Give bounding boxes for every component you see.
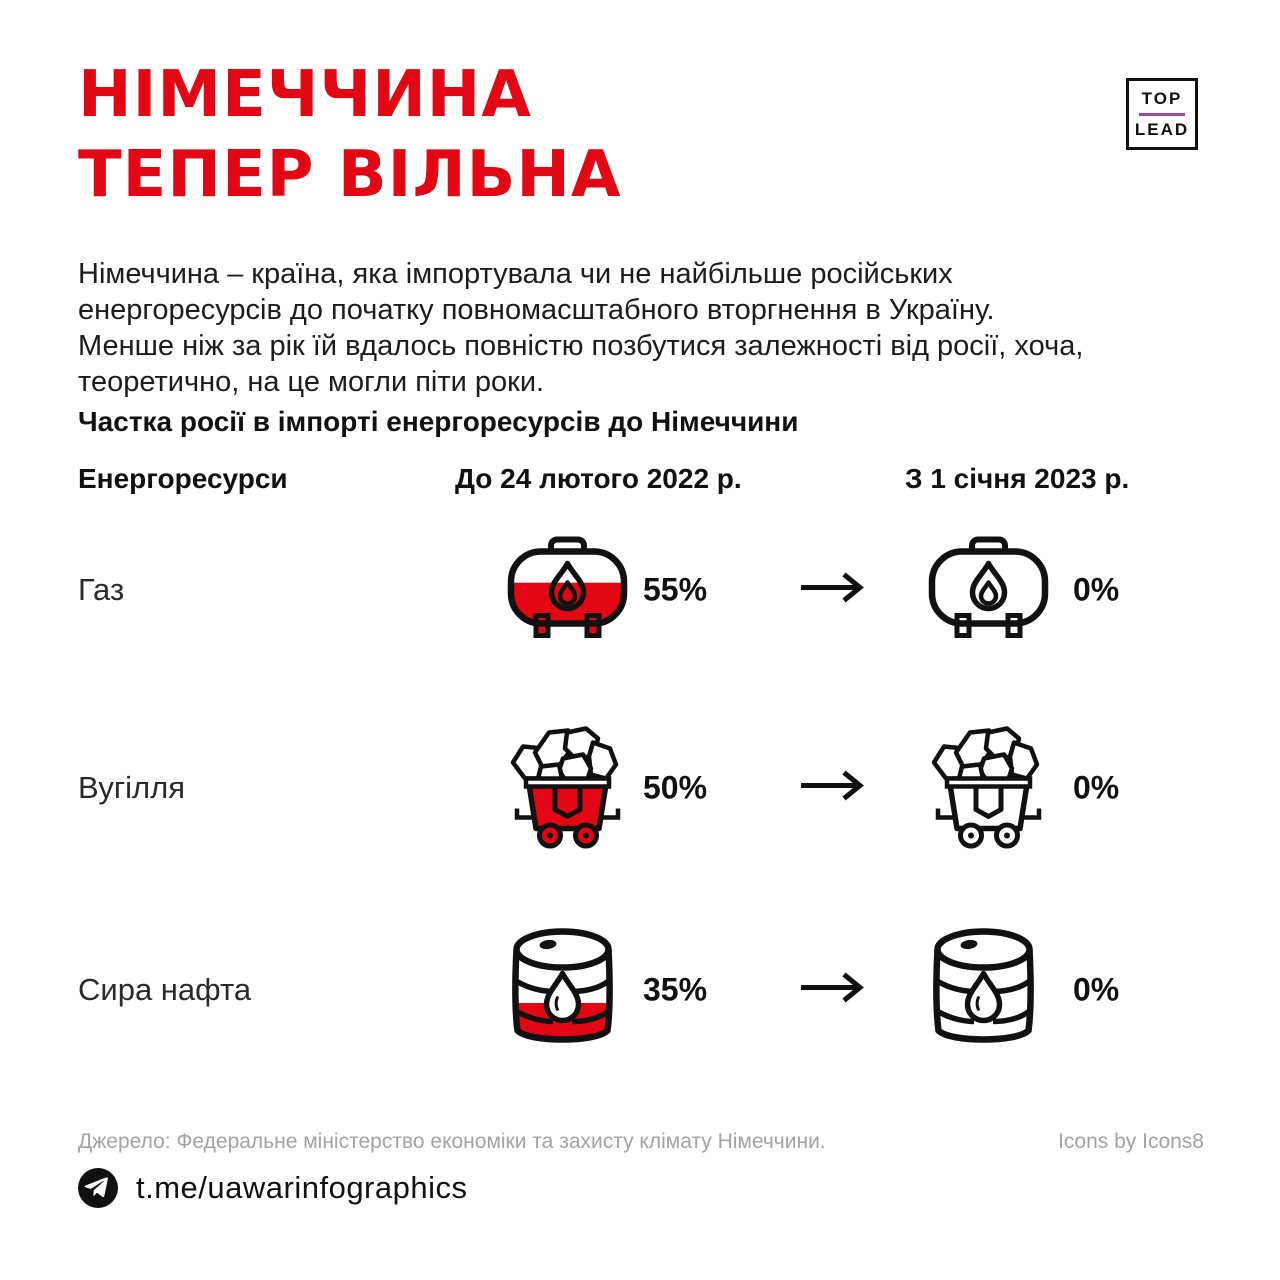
arrow-icon <box>800 573 866 608</box>
icons-credit: Icons by Icons8 <box>1058 1130 1204 1153</box>
page-title <box>78 55 621 215</box>
telegram-link[interactable]: t.me/uawarinfographics <box>136 1170 468 1205</box>
source-text: Джерело: Федеральне міністерство економіки та захисту клімату Німеччини. <box>78 1130 826 1153</box>
coal-cart-icon-after <box>926 721 1051 856</box>
percent-after-gas: 0% <box>1073 571 1120 608</box>
table-row-gas <box>78 528 1208 652</box>
toplead-logo <box>1126 78 1198 150</box>
toplead-logo-divider <box>1139 113 1185 116</box>
gas-tank-icon-after <box>926 532 1051 649</box>
column-header-resources: Енергоресурси <box>78 463 288 494</box>
row-label-oil: Сира нафта <box>78 972 252 1007</box>
column-header-after: З 1 січня 2023 р. <box>905 463 1130 494</box>
oil-barrel-icon-before <box>505 924 620 1057</box>
telegram-icon[interactable] <box>78 1168 118 1208</box>
page-title-line2: ТЕПЕР ВІЛЬНА <box>78 138 622 212</box>
table-row-oil <box>78 924 1208 1056</box>
percent-after-coal: 0% <box>1073 769 1120 806</box>
intro-text: Німеччина – країна, яка імпортувала чи не найбільше російських енергоресурсів до початку повномасштабного вторгнення в Україну. Менше ніж за рік їй вдалось повністю позбутися залежності від росії, хоча, теоретично, на це могли піти роки. <box>78 258 1084 398</box>
section-title: Частка росії в імпорті енергоресурсів до Німеччини <box>78 406 799 437</box>
telegram-row <box>78 1168 468 1208</box>
page-title-line1: НІМЕЧЧИНА <box>78 58 532 132</box>
column-header-before: До 24 лютого 2022 р. <box>455 463 742 494</box>
row-label-gas: Газ <box>78 572 125 607</box>
table-row-coal <box>78 720 1208 856</box>
gas-tank-icon-before <box>505 532 630 649</box>
percent-before-oil: 35% <box>643 971 708 1008</box>
percent-after-oil: 0% <box>1073 971 1120 1008</box>
arrow-icon <box>800 973 866 1008</box>
percent-before-coal: 50% <box>643 769 708 806</box>
row-label-coal: Вугілля <box>78 770 185 805</box>
toplead-logo-top: TOP <box>1141 88 1183 108</box>
arrow-icon <box>800 771 866 806</box>
percent-before-gas: 55% <box>643 571 708 608</box>
toplead-logo-lead: LEAD <box>1134 119 1190 139</box>
oil-barrel-icon-after <box>926 924 1041 1057</box>
coal-cart-icon-before <box>505 721 630 856</box>
